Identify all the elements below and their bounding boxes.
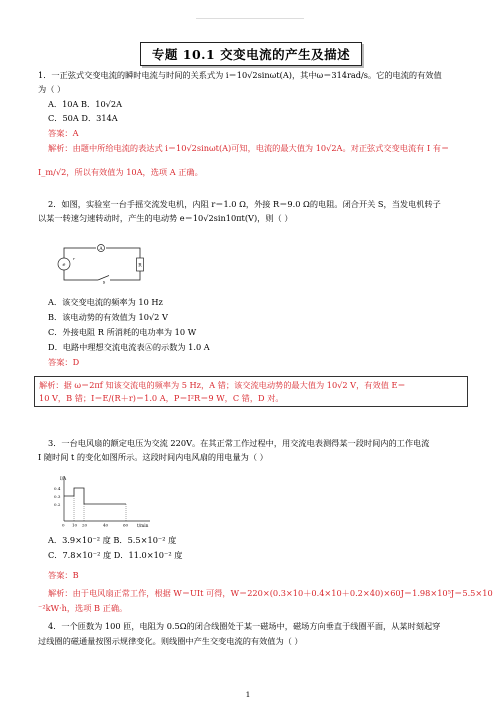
- switch-label: S: [102, 279, 106, 284]
- generator-label: e: [62, 262, 66, 268]
- q1-options-cd: C．50A D．314A: [48, 113, 118, 123]
- q2-answer: 答案：D: [48, 357, 80, 367]
- q1-stem-line2: 为（ ）: [38, 84, 66, 94]
- page-number: 1: [245, 690, 251, 699]
- q4-stem-line2: 过线圈的磁通量按图示规律变化。则线圈中产生交变电流的有效值为（ ）: [38, 636, 303, 646]
- current-time-graph: [52, 474, 152, 528]
- q1-answer: 答案：A: [48, 128, 79, 138]
- q2-option-b: B．该电动势的有效值为 10√2 V: [48, 312, 168, 322]
- q2-stem-line2: 以某一转速匀速转动时，产生的电动势 e＝10√2sin10πt(V)，则（ ）: [38, 213, 293, 223]
- internal-resistance-label: r: [73, 256, 75, 261]
- q1-stem-line1: 1．一正弦式交变电流的瞬时电流与时间的关系式为 i＝10√2sinωt(A)，其中ω＝314rad/s。它的电流的有效值: [38, 70, 442, 80]
- q3-answer: 答案：B: [48, 570, 79, 580]
- q1-explanation-line2: I_m/√2，所以有效值为 10A，选项 A 正确。: [38, 167, 203, 177]
- circuit-wire: [64, 248, 140, 280]
- q4-stem-line1: 4．一个匝数为 100 匝，电阻为 0.5Ω的闭合线圈处于某一磁场中，磁场方向垂直于线圈平面，从某时刻起穿: [48, 621, 441, 631]
- q2-option-d: D．电路中理想交流电流表Ⓐ的示数为 1.0 A: [48, 342, 210, 352]
- q2-explanation-line1: 解析：据 ω＝2πf 知该交流电的频率为 5 Hz，A 错；该交流电动势的最大值为 10√2 V，有效值 E＝: [39, 380, 406, 390]
- x-tick-10: 10: [72, 522, 78, 528]
- q2-stem-line1: 2．如图，实验室一台手摇交流发电机，内阻 r＝1.0 Ω，外接 R＝9.0 Ω的电阻。闭合开关 S，当发电机转子: [48, 199, 441, 209]
- page-title: [140, 42, 362, 66]
- x-tick-0: 0: [62, 522, 65, 528]
- q1-options-ab: A．10A B．10√2A: [48, 99, 122, 109]
- q2-option-a: A．该交变电流的频率为 10 Hz: [48, 297, 163, 307]
- header-rule: [196, 12, 304, 19]
- x-tick-60: 60: [123, 522, 129, 528]
- y-tick-0-3: 0.3: [54, 494, 61, 499]
- y-axis-label: I/A: [60, 477, 67, 482]
- q1-explanation-line1: 解析：由题中所给电流的表达式 i＝10√2sinωt(A)可知，电流的最大值为 10√2A。对正弦式交变电流有 I 有＝: [48, 143, 450, 153]
- circuit-diagram: [52, 244, 152, 284]
- q3-explanation-line1: 解析：由于电风扇正常工作，根据 W＝UIt 可得，W＝220×(0.3×10＋0.4×10＋0.2×40)×60J＝1.98×10⁵J＝5.5×10: [48, 588, 493, 598]
- q2-option-c: C．外接电阻 R 所消耗的电功率为 10 W: [48, 327, 197, 337]
- ammeter-label: A: [99, 246, 103, 252]
- q3-options-cd: C．7.8×10⁻² 度 D．11.0×10⁻² 度: [48, 550, 183, 560]
- y-tick-0-2: 0.2: [54, 502, 61, 507]
- q2-explanation-line2: 10 V，B 错；I＝E/(R＋r)＝1.0 A，P＝I²R＝9 W，C 错，D 对。: [39, 393, 284, 403]
- x-axis-label: t/min: [137, 524, 149, 528]
- x-tick-20: 20: [82, 522, 88, 528]
- q3-explanation-line2: ⁻²kW·h，选项 B 正确。: [38, 603, 128, 613]
- q2-explanation-box: [34, 376, 468, 407]
- title-text: 专题 10.1 交变电流的产生及描述: [151, 47, 351, 62]
- q3-stem-line2: I 随时间 t 的变化如图所示。这段时间内电风扇的用电量为（ ）: [38, 452, 268, 462]
- resistor-label: R: [138, 263, 142, 269]
- q3-options-ab: A．3.9×10⁻² 度 B．5.5×10⁻² 度: [48, 535, 177, 545]
- y-tick-0-4: 0.4: [54, 486, 61, 491]
- current-step-line: [64, 488, 126, 504]
- x-tick-40: 40: [103, 522, 109, 528]
- q3-stem-line1: 3．一台电风扇的额定电压为交流 220V。在其正常工作过程中，用交流电表测得某一段时间内的工作电流: [48, 438, 430, 448]
